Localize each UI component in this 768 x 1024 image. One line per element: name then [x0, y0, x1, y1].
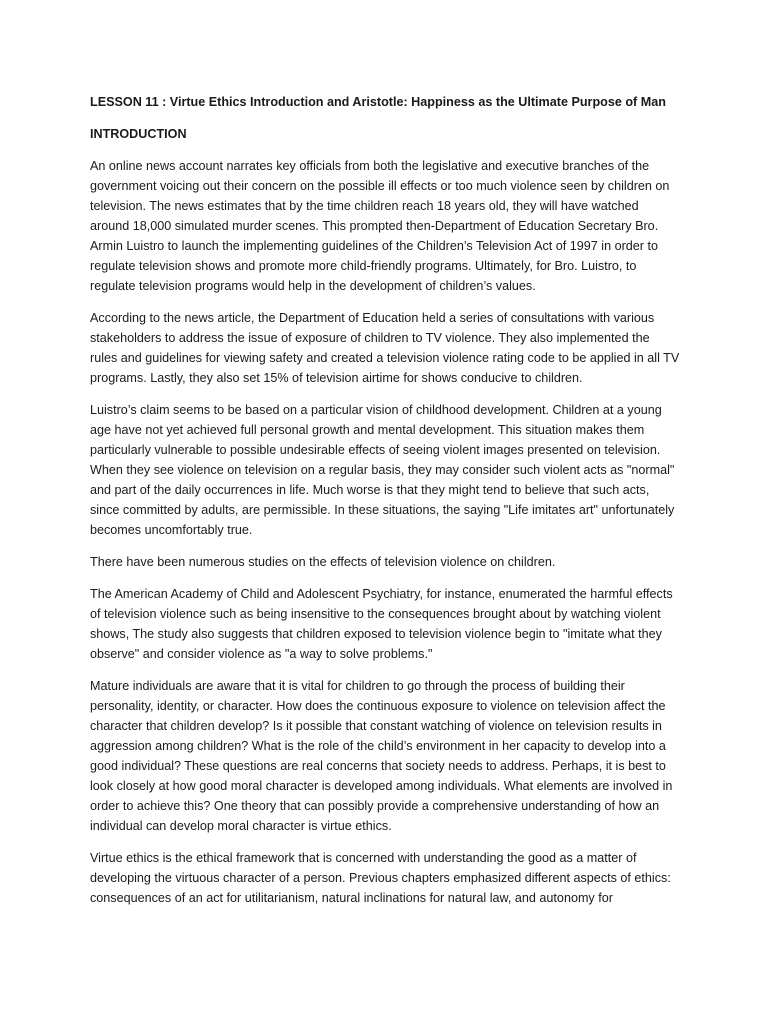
paragraph-2: According to the news article, the Department of Education held a series of consultations with various stakeholders to address the issue of exposure of children to TV violence. They also implemented the rules and guidelines for viewing safety and created a television violence rating code to be applied in all TV programs. Lastly, they also set 15% of television airtime for shows conducive to children.: [90, 311, 680, 385]
paragraph-4: There have been numerous studies on the effects of television violence on children.: [90, 555, 556, 569]
lesson-title: LESSON 11 : Virtue Ethics Introduction and Aristotle: Happiness as the Ultimate Purpose of Man: [90, 95, 666, 109]
section-heading: INTRODUCTION: [90, 127, 187, 141]
paragraph-5: The American Academy of Child and Adolescent Psychiatry, for instance, enumerated the harmful effects of television violence such as being insensitive to the consequences brought about by watching violent shows, The study also suggests that children exposed to television violence begin to "imitate what they observe" and consider violence as "a way to solve problems.": [90, 587, 673, 661]
paragraph-3: Luistro’s claim seems to be based on a particular vision of childhood development. Children at a young age have not yet achieved full personal growth and mental development. This situation makes them particularly vulnerable to possible undesirable effects of seeing violent images presented on television. When they see violence on television on a regular basis, they may consider such violent acts as "normal" and part of the daily occurrences in life. Much worse is that they might tend to believe that such acts, since committed by adults, are permissible. In these situations, the saying "Life imitates art" unfortunately becomes uncomfortably true.: [90, 403, 675, 537]
paragraph-6: Mature individuals are aware that it is vital for children to go through the process of building their personality, identity, or character. How does the continuous exposure to violence on television affect the character that children develop? Is it possible that constant watching of violence on television results in aggression among children? What is the role of the child’s environment in her capacity to develop into a good individual? These questions are real concerns that society needs to address. Perhaps, it is best to look closely at how good moral character is developed among individuals. What elements are involved in order to achieve this? One theory that can possibly provide a comprehensive understanding of how an individual can develop moral character is virtue ethics.: [90, 679, 673, 833]
document-page: [90, 92, 680, 920]
paragraph-7: Virtue ethics is the ethical framework that is concerned with understanding the good as a matter of developing the virtuous character of a person. Previous chapters emphasized different aspects of ethics: consequences of an act for utilitarianism, natural inclinations for natural law, and autonomy for: [90, 851, 671, 905]
paragraph-1: An online news account narrates key officials from both the legislative and executive branches of the government voicing out their concern on the possible ill effects or too much violence seen by children on television. The news estimates that by the time children reach 18 years old, they will have watched around 18,000 simulated murder scenes. This prompted then-Department of Education Secretary Bro. Armin Luistro to launch the implementing guidelines of the Children’s Television Act of 1997 in order to regulate television shows and promote more child-friendly programs. Ultimately, for Bro. Luistro, to regulate television programs would help in the development of children’s values.: [90, 159, 670, 293]
